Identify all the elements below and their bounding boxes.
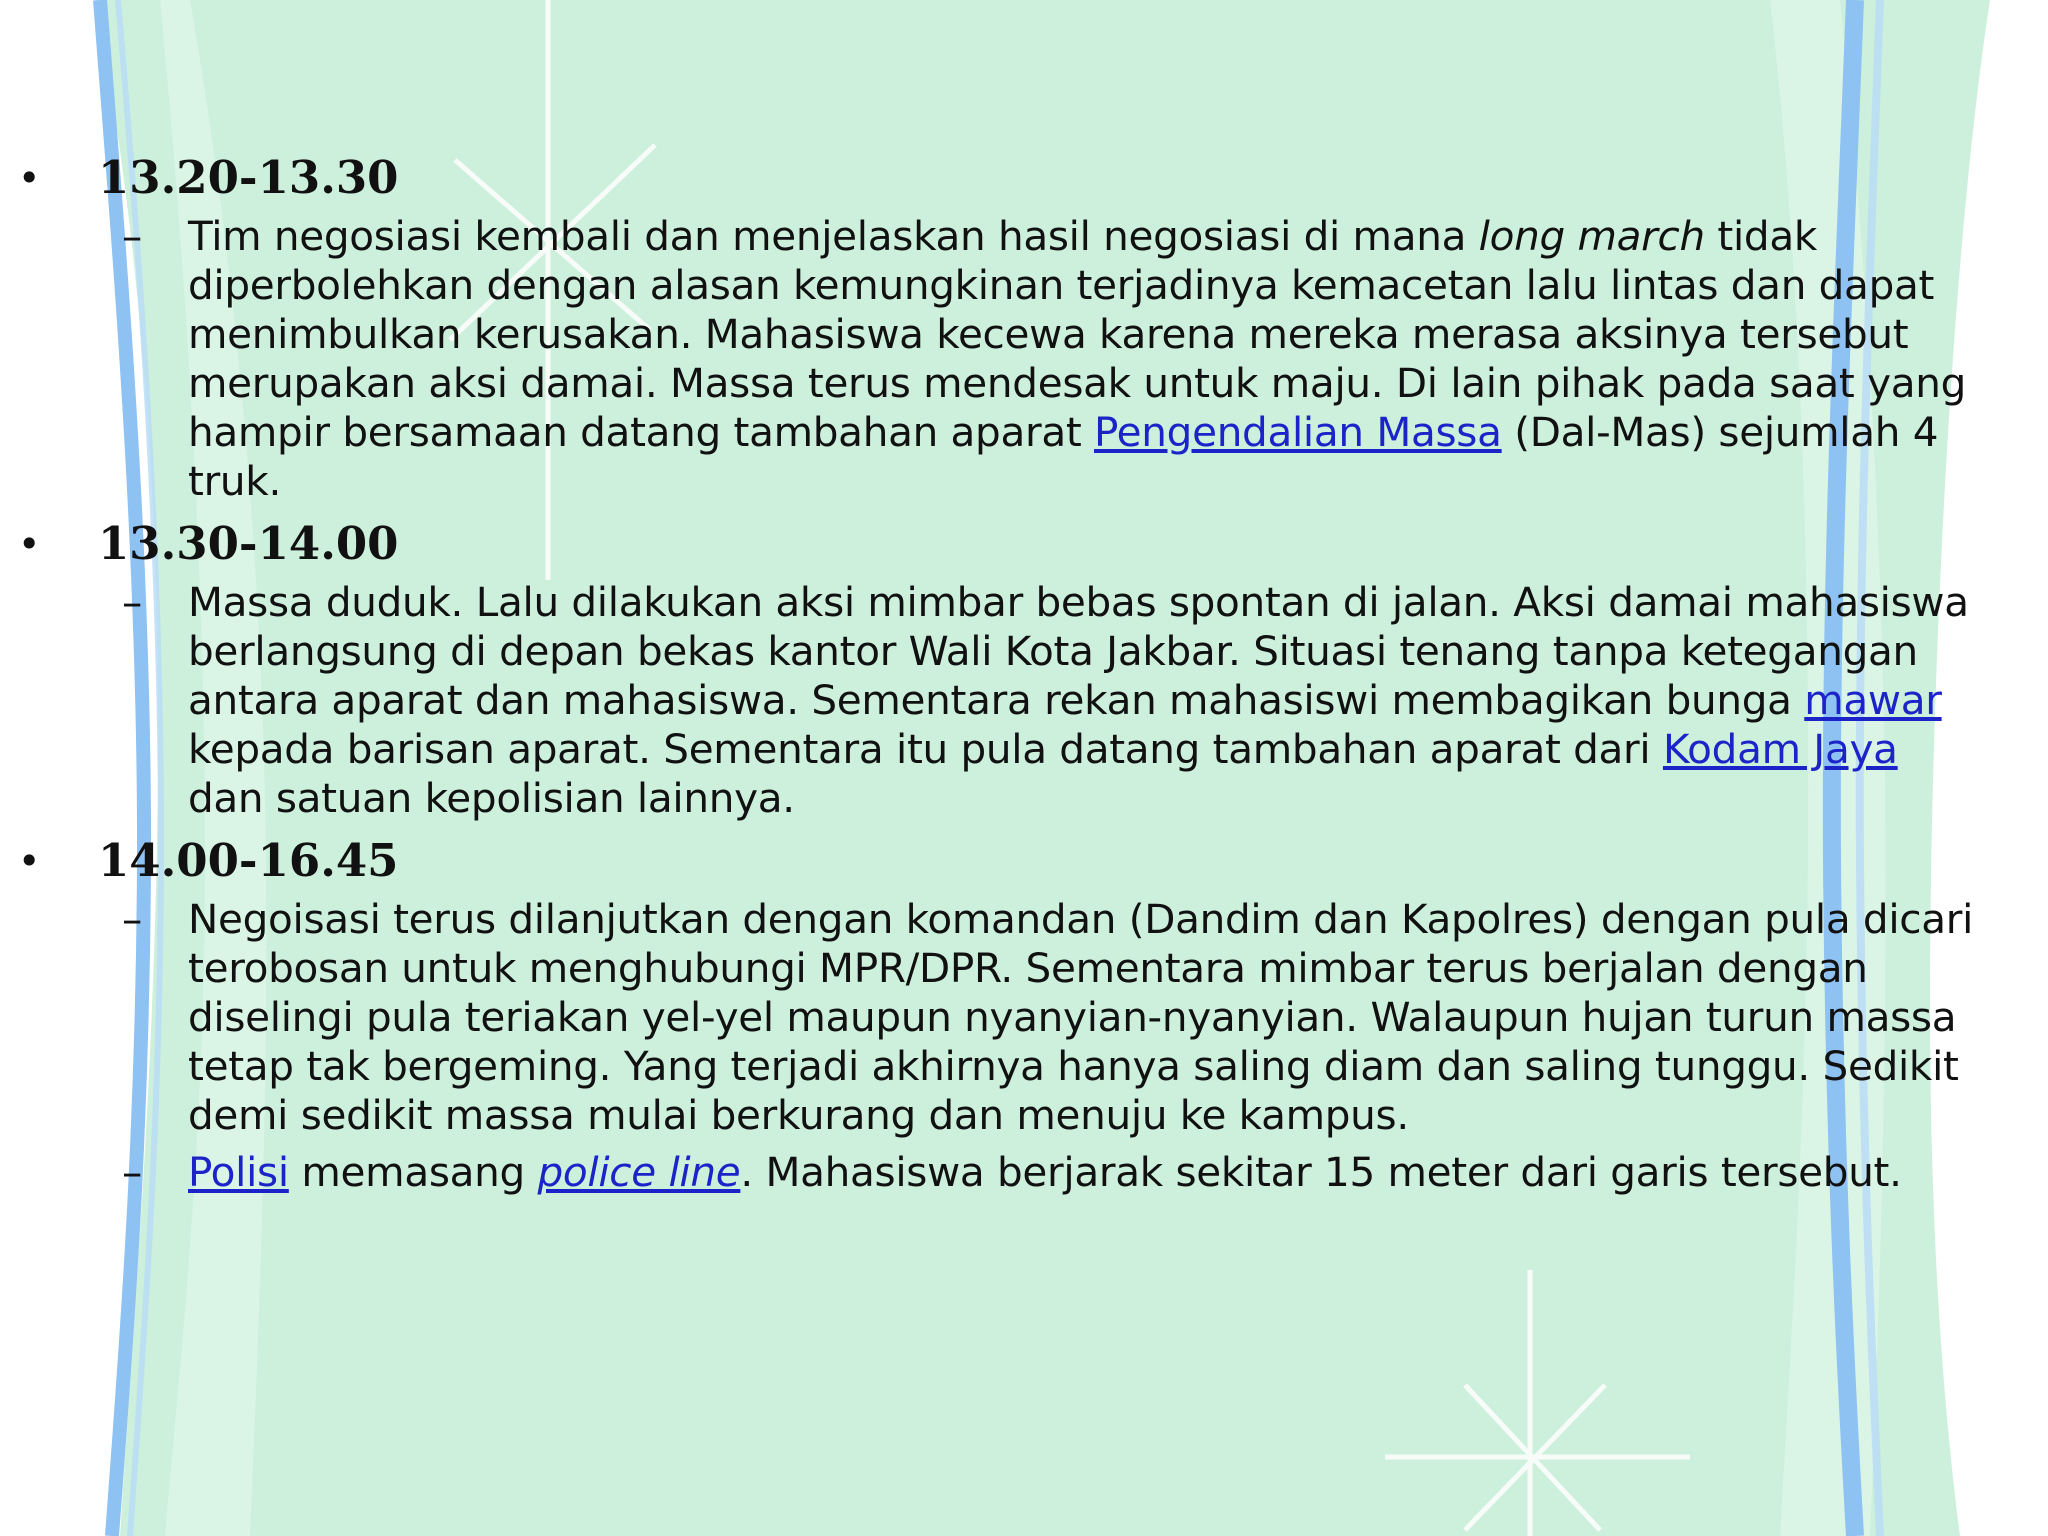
item-text: Negoisasi terus dilanjutkan dengan komandan (Dandim dan Kapolres) dengan pula dicari terobosan untuk menghubungi MPR/DPR. Sementara mimbar terus berjalan dengan diselingi pula teriakan yel-yel maupun nyanyian-nyanyian. Walaupun hujan turun massa tetap tak bergeming. Yang terjadi akhirnya hanya saling diam dan saling tunggu. Sedikit demi sedikit massa mulai berkurang dan menuju ke kampus. [188,895,1974,1139]
item-text [188,212,1978,506]
time-label: 13.20-13.30 [98,151,399,204]
text-segment: . Mahasiswa berjarak sekitar 15 meter dari garis tersebut. [740,1148,1902,1196]
link-police-line[interactable]: police line [537,1148,741,1196]
bullet-icon: • [18,522,41,566]
text-segment: Massa duduk. Lalu dilakukan aksi mimbar bebas spontan di jalan. Aksi damai mahasiswa berlangsung di depan bekas kantor Wali Kota Jakbar. Situasi tenang tanpa ketegangan antara aparat dan mahasiswa. Sementara rekan mahasiswi membagikan bunga [188,578,1969,724]
link-pengendalian-massa[interactable]: Pengendalian Massa [1094,408,1502,456]
timeline-item [122,578,1978,823]
link-kodam-jaya[interactable]: Kodam Jaya [1662,725,1898,773]
time-label: 14.00-16.45 [98,834,399,887]
text-segment: Tim negosiasi kembali dan menjelaskan hasil negosiasi di mana [188,212,1479,260]
slide-content [0,148,2048,1205]
item-text [188,578,1978,823]
bullet-icon: • [18,839,41,883]
timeline-item [122,212,1978,506]
timeline-item [122,1148,1978,1197]
text-segment: (Dal-Mas) sejumlah 4 truk. [188,408,1939,505]
text-segment: tidak diperbolehkan dengan alasan kemungkinan terjadinya kemacetan lalu lintas dan dapat menimbulkan kerusakan. Mahasiswa kecewa karena mereka merasa aksinya tersebut merupakan aksi damai. Massa terus mendesak untuk maju. Di lain pihak pada saat yang hampir bersamaan datang tambahan aparat [188,212,1967,456]
dash-icon: – [122,212,142,260]
link-mawar[interactable]: mawar [1804,676,1942,724]
italic-term: long march [1478,212,1705,260]
time-heading-1 [0,148,2048,208]
text-segment: memasang [288,1148,538,1196]
time-heading-3 [0,831,2048,891]
text-segment: dan satuan kepolisian lainnya. [188,774,795,822]
dash-icon: – [122,1148,142,1196]
time-label: 13.30-14.00 [98,517,399,570]
item-text [188,1148,1978,1197]
dash-icon: – [122,895,142,943]
time-heading-2 [0,514,2048,574]
bullet-icon: • [18,156,41,200]
timeline-item [122,895,1978,1140]
link-polisi[interactable]: Polisi [188,1148,289,1196]
dash-icon: – [122,578,142,626]
text-segment: kepada barisan aparat. Sementara itu pula datang tambahan aparat dari [188,725,1663,773]
